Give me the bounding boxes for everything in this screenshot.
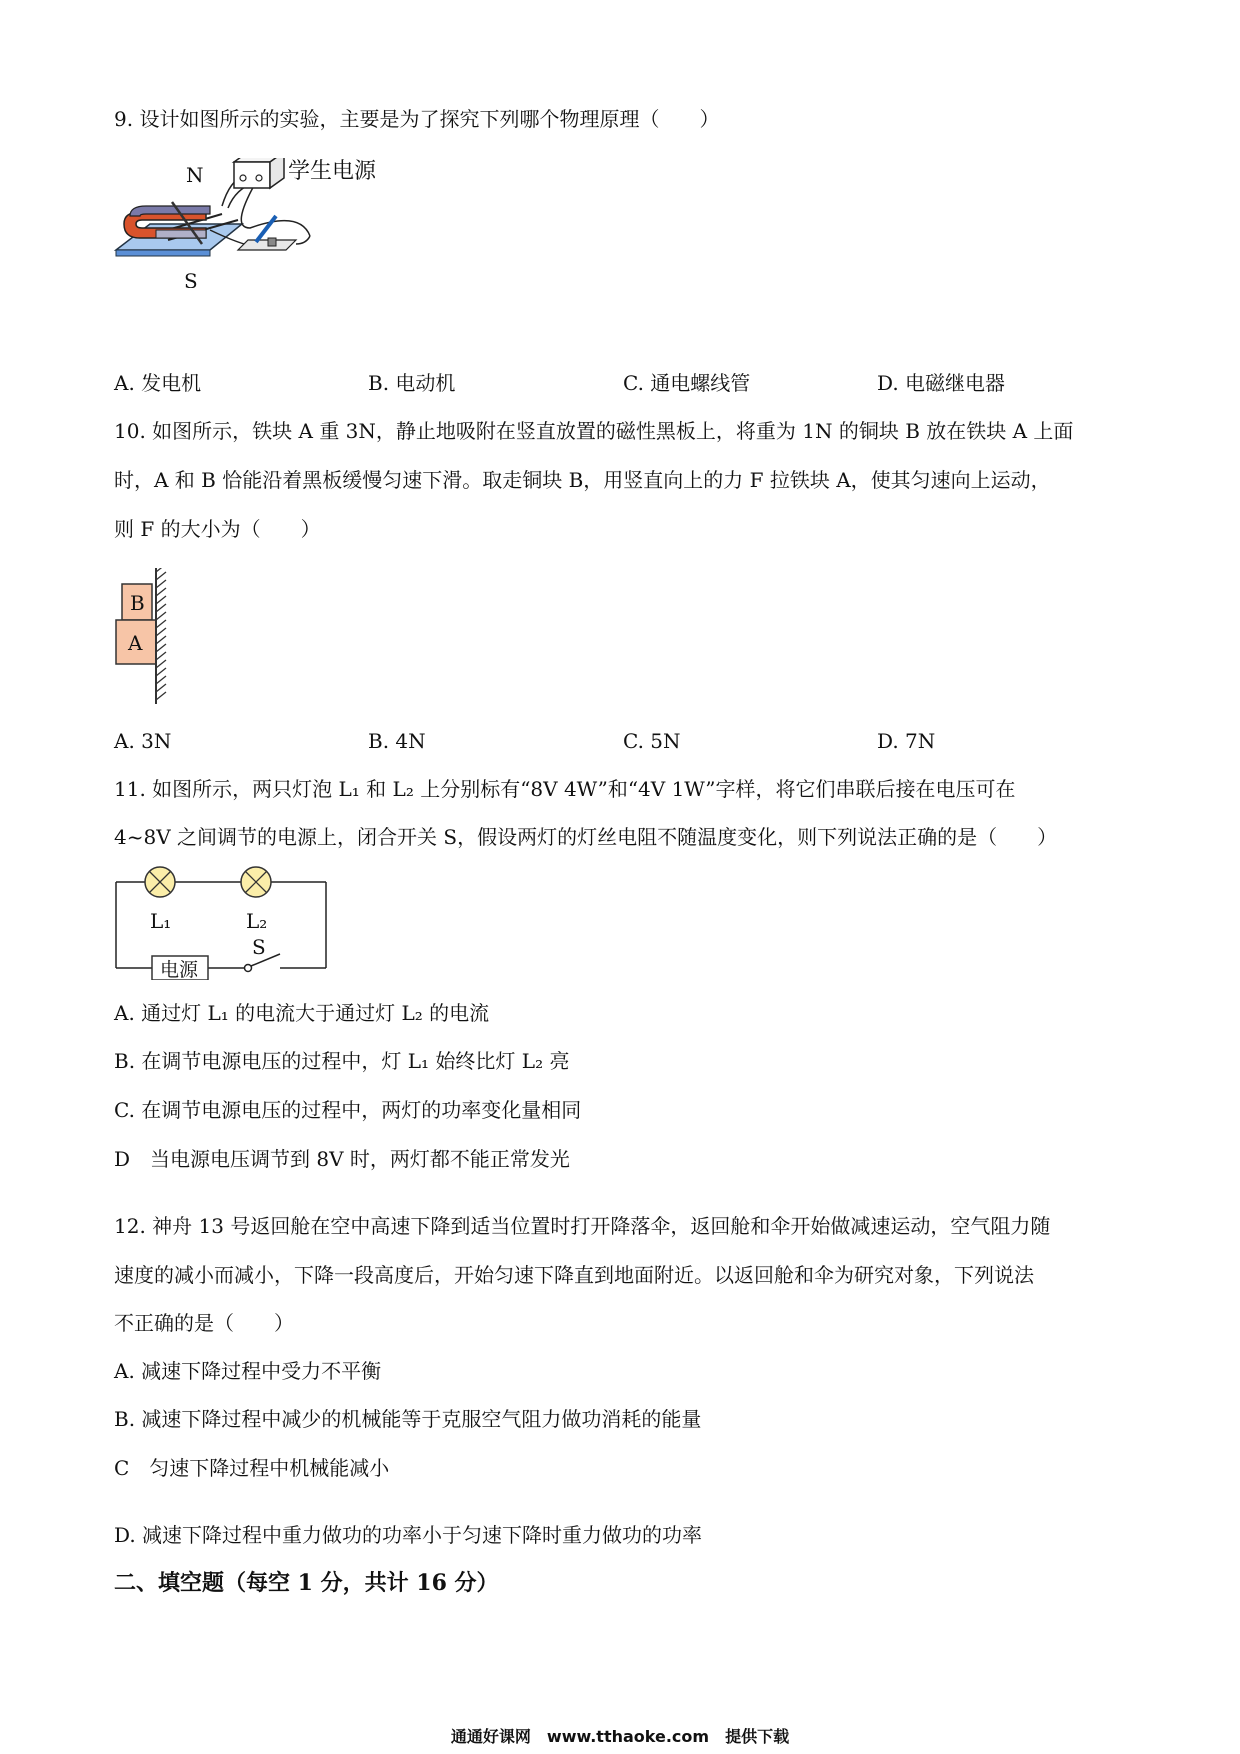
q10-option-b[interactable]: B. 4N [368,729,426,753]
q11-option-b[interactable]: B. 在调节电源电压的过程中，灯 L₁ 始终比灯 L₂ 亮 [114,1049,570,1073]
label-block-a: A [128,631,143,655]
q9-option-a[interactable]: A. 发电机 [114,371,202,395]
label-n: N [186,163,204,187]
q11-stem-line-2: 4~8V 之间调节的电源上，闭合开关 S，假设两灯的灯丝电阻不随温度变化，则下列说法正确的是（ ） [114,825,1058,849]
q11-option-a[interactable]: A. 通过灯 L₁ 的电流大于通过灯 L₂ 的电流 [114,1001,490,1025]
q9-option-b[interactable]: B. 电动机 [368,371,456,395]
q10-block-wall-figure [112,568,182,704]
q10-option-d[interactable]: D. 7N [877,729,936,753]
q11-option-c[interactable]: C. 在调节电源电压的过程中，两灯的功率变化量相同 [114,1098,582,1122]
q12-stem-line-2: 速度的减小而减小，下降一段高度后，开始匀速下降直到地面附近。以返回舱和伞为研究对象，下列说法 [114,1263,1034,1287]
q10-stem-line-3: 则 F 的大小为（ ） [114,517,321,541]
label-power-supply: 学生电源 [288,159,377,184]
q11-option-d[interactable]: D 当电源电压调节到 8V 时，两灯都不能正常发光 [114,1147,570,1171]
q10-option-a[interactable]: A. 3N [114,729,172,753]
q9-motor-experiment-figure [110,158,430,288]
q9-stem: 9. 设计如图所示的实验，主要是为了探究下列哪个物理原理（ ） [114,107,720,131]
section-title-fill-in: 二、填空题（每空 1 分，共计 16 分） [114,1570,499,1596]
q10-stem-line-2: 时，A 和 B 恰能沿着黑板缓慢匀速下滑。取走铜块 B，用竖直向上的力 F 拉铁块 A，使其匀速向上运动， [114,468,1051,492]
q12-stem-line-1: 12. 神舟 13 号返回舱在空中高速下降到适当位置时打开降落伞，返回舱和伞开始做减速运动，空气阻力随 [114,1214,1051,1238]
label-block-b: B [130,591,145,615]
q12-option-a[interactable]: A. 减速下降过程中受力不平衡 [114,1359,382,1383]
label-lamp-l1: L₁ [150,909,172,933]
q12-stem-line-3: 不正确的是（ ） [114,1311,294,1335]
q11-stem-line-1: 11. 如图所示，两只灯泡 L₁ 和 L₂ 上分别标有“8V 4W”和“4V 1W”字样，将它们串联后接在电压可在 [114,777,1016,801]
label-power-source: 电源 [160,959,199,980]
q12-option-b[interactable]: B. 减速下降过程中减少的机械能等于克服空气阻力做功消耗的能量 [114,1407,702,1431]
label-switch-s: S [252,935,266,959]
label-lamp-l2: L₂ [246,909,268,933]
label-s: S [184,269,198,288]
q10-stem-line-1: 10. 如图所示，铁块 A 重 3N，静止地吸附在竖直放置的磁性黑板上，将重为 1N 的铜块 B 放在铁块 A 上面 [114,419,1074,443]
footer-source-text: 通通好课网 www.tthaoke.com 提供下载 [450,1727,790,1746]
q11-circuit-figure [112,864,332,980]
q9-option-d[interactable]: D. 电磁继电器 [877,371,1006,395]
q12-option-d[interactable]: D. 减速下降过程中重力做功的功率小于匀速下降时重力做功的功率 [114,1523,703,1547]
q9-option-c[interactable]: C. 通电螺线管 [623,371,751,395]
q12-option-c[interactable]: C 匀速下降过程中机械能减小 [114,1456,390,1480]
q10-option-c[interactable]: C. 5N [623,729,681,753]
